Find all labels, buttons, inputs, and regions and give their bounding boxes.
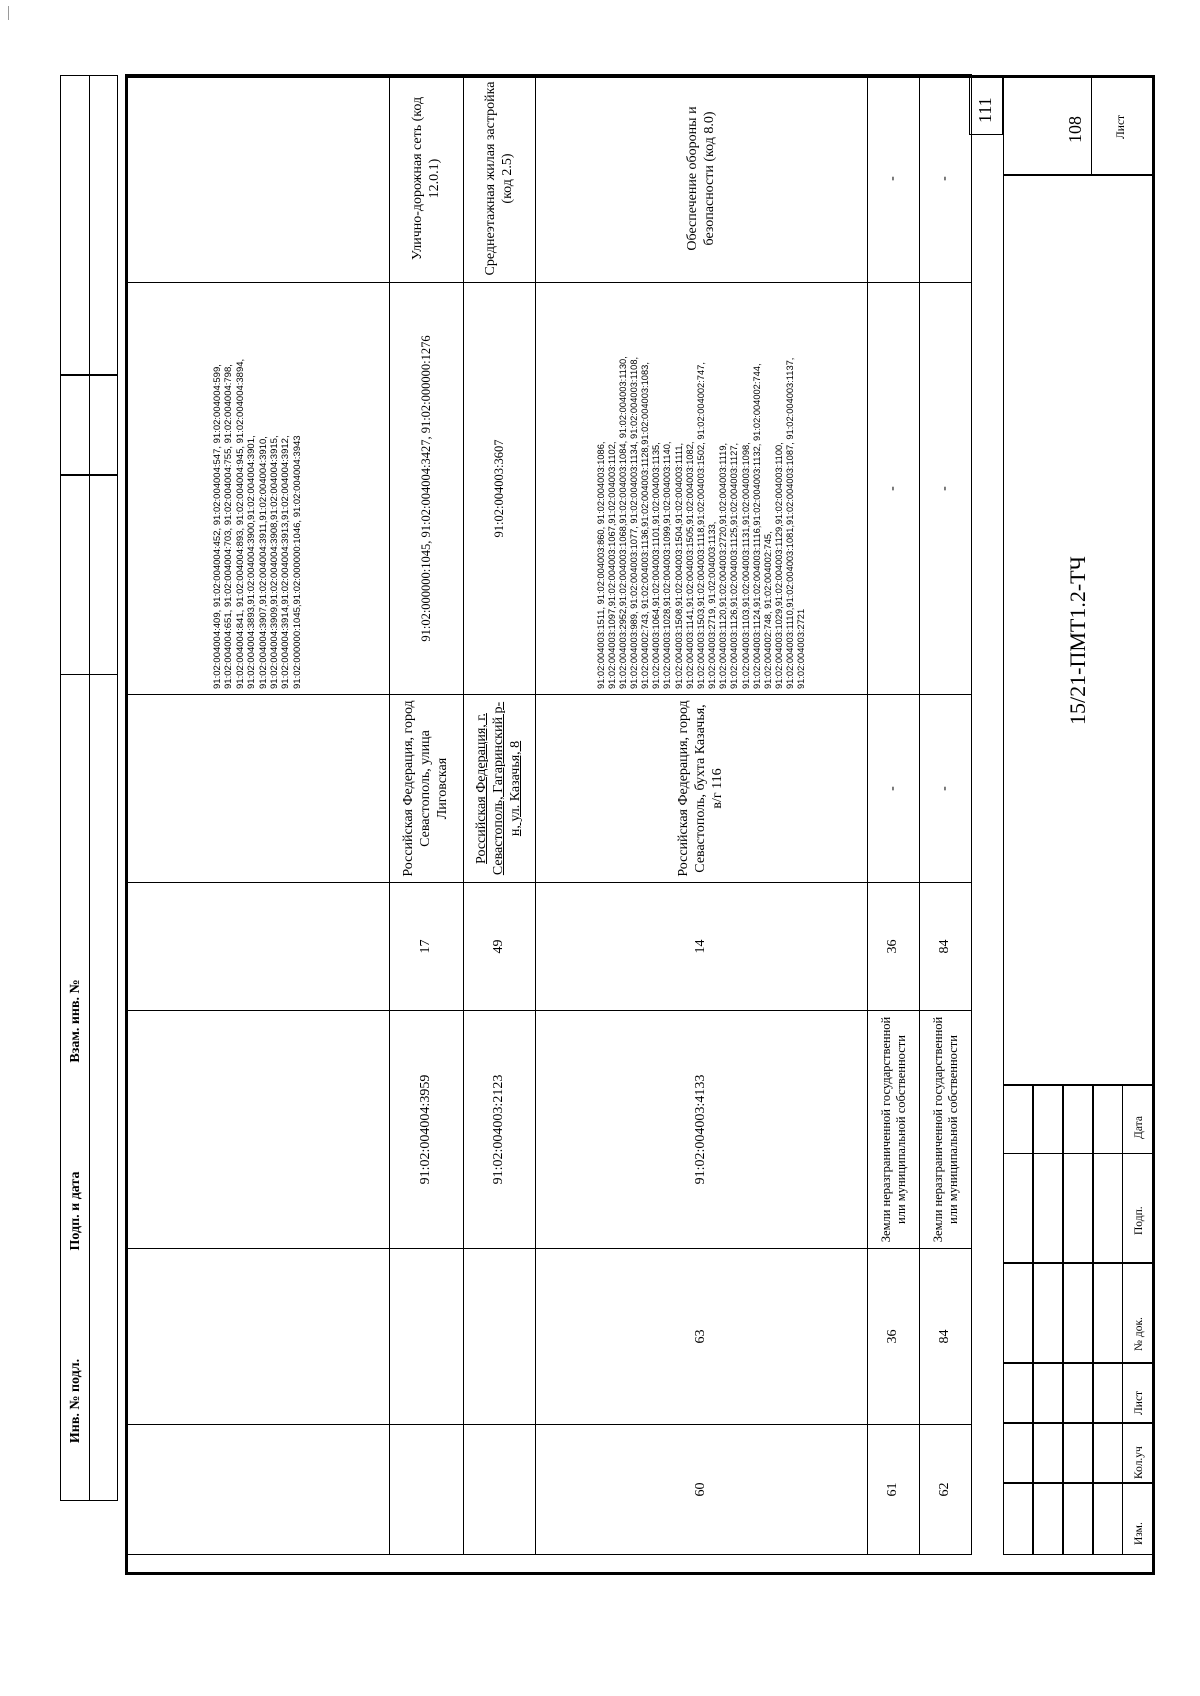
area-cell: 17 xyxy=(390,883,464,1011)
land-plots-table xyxy=(125,74,972,1555)
table-row xyxy=(536,75,868,1555)
address-cell: Российская Федерация, город Севастополь, улица Лиговская xyxy=(390,695,464,883)
included-plots-cell: 91:02:004003:1511, 91:02:004003:860, 91:02:004003:1086, 91:02:004003:1097,91:02:004003:1067,91:02:004003:1102, 91:02:004003:2952,91:02:004003:1068,91:02:004003:1084, 91:02:004003:1130, 91:02:004003:989, 91:02:004003:1077, 91:02:004003:1134, 91:02:004003:1108, 91:02:004002:743, 91:02:004003:1136,91:02:004003:1128,91:02:004003:1083, 91:02:004003:1064,91:02:004003:1101,91:02:004003:1135, 91:02:004003:1028,91:02:004003:1099,91:02:004003:1140, 91:02:004003:1508,91:02:004003:1504,91:02:004003:1111, 91:02:004003:1141,91:02:004003:1505,91:02:004003:1082, 91:02:004003:1503,91:02:004003:1118,91:02:004003:1502, 91:02:004002:747, 91:02:004003:2719, 91:02:004003:1133, 91:02:004003:1120,91:02:004003:2720,91:02:004003:1119, 91:02:004003:1126,91:02:004003:1125,91:02:004003:1127, 91:02:004003:1103,91:02:004003:1131,91:02:004003:1098, 91:02:004003:1124,91:02:004003:1116,91:02:004003:1132, 91:02:004002:744, 91:02:004002:748, 91:02:004002:745, 91:02:004003:1029,91:02:004003:1129,91:02:004003:1100, 91:02:004003:1110,91:02:004003:1081,91:02:004003:1087, 91:02:004003:1137, 91:02:004003:2721 xyxy=(536,283,868,695)
included-plots-cell: 91:02:004004:409, 91:02:004004:452, 91:02:004004:547, 91:02:004004:599, 91:02:004004:651, 91:02:004004:703, 91:02:004004:755, 91:02:004004:798, 91:02:004004:841, 91:02:004004:893, 91:02:004004:945, 91:02:004004:3894, 91:02:004004:3893,91:02:004004:3900,91:02:004004:3901, 91:02:004004:3907,91:02:004004:3911,91:02:004004:3910, 91:02:004004:3909,91:02:004004:3908,91:02:004004:3915, 91:02:004004:3914,91:02:004004:3913,91:02:004004:3912, 91:02:000000:1045,91:02:000000:1046, 91:02:004004:3943 xyxy=(126,283,390,695)
approval-labels xyxy=(60,75,90,1501)
area-cell: 14 xyxy=(536,883,868,1011)
kadastr-cell: Земли неразграниченной государственной или муниципальной собственности xyxy=(868,1011,920,1249)
rotated-sheet xyxy=(125,75,1155,1575)
kadastr-cell: 91:02:004003:4133 xyxy=(536,1011,868,1249)
row-number-cell: 62 xyxy=(920,1425,972,1555)
included-plots-cell: 91:02:004003:3607 xyxy=(464,283,536,695)
table-row xyxy=(920,75,972,1555)
area-cell: 49 xyxy=(464,883,536,1011)
address-cell: Российская Федерация, г. Севастополь, Гагаринский р-н, ул. Казачья, 8 xyxy=(464,695,536,883)
included-plots-cell: 91:02:000000:1045, 91:02:004004:3427, 91:02:000000:1276 xyxy=(390,283,464,695)
podp-label: Подп. xyxy=(1133,1206,1145,1235)
land-use-cell: - xyxy=(920,75,972,283)
area-cell: 36 xyxy=(868,883,920,1011)
land-use-cell: - xyxy=(868,75,920,283)
page-total: 111 xyxy=(975,97,995,123)
land-use-cell: Среднеэтажная жилая застройка (код 2.5) xyxy=(464,75,536,283)
scan-artifact xyxy=(8,6,9,20)
table-row xyxy=(868,75,920,1555)
included-plots-cell: - xyxy=(920,283,972,695)
table-row xyxy=(464,75,536,1555)
data-label: Дата xyxy=(1133,1116,1145,1139)
table-row xyxy=(126,75,390,1555)
row-number-cell: 60 xyxy=(536,1425,868,1555)
land-use-cell: Улично-дорожная сеть (код 12.0.1) xyxy=(390,75,464,283)
inv-label: Инв. № подл. xyxy=(68,1358,83,1444)
n-dok-label: № док. xyxy=(1133,1317,1145,1351)
sheet-number: 108 xyxy=(1065,116,1085,143)
area-cell: 84 xyxy=(920,883,972,1011)
list-col-label: Лист xyxy=(1133,1390,1145,1415)
land-use-cell: Обеспечение обороны и безопасности (код 8.0) xyxy=(536,75,868,283)
included-plots-cell: - xyxy=(868,283,920,695)
izm-label: Изм. xyxy=(1133,1522,1145,1545)
kadastr-cell: 91:02:004003:2123 xyxy=(464,1011,536,1249)
vzam-inv-label: Взам. инв. № xyxy=(68,979,83,1063)
table-row xyxy=(390,75,464,1555)
podp-data-label: Подп. и дата xyxy=(68,1171,83,1251)
kadastr-cell: Земли неразграниченной государственной или муниципальной собственности xyxy=(920,1011,972,1249)
address-cell: - xyxy=(868,695,920,883)
list-label: Лист xyxy=(1115,114,1127,139)
total-area-cell: 63 xyxy=(536,1249,868,1425)
address-cell: - xyxy=(920,695,972,883)
row-number-cell: 61 xyxy=(868,1425,920,1555)
kol-uch-label: Кол.уч xyxy=(1133,1446,1145,1479)
address-cell: Российская Федерация, город Севастополь, бухта Казачья, в/г 116 xyxy=(536,695,868,883)
document-code: 15/21-ПМТ1.2-ТЧ xyxy=(1065,556,1090,725)
total-area-cell: 84 xyxy=(920,1249,972,1425)
total-area-cell: 36 xyxy=(868,1249,920,1425)
kadastr-cell: 91:02:004004:3959 xyxy=(390,1011,464,1249)
